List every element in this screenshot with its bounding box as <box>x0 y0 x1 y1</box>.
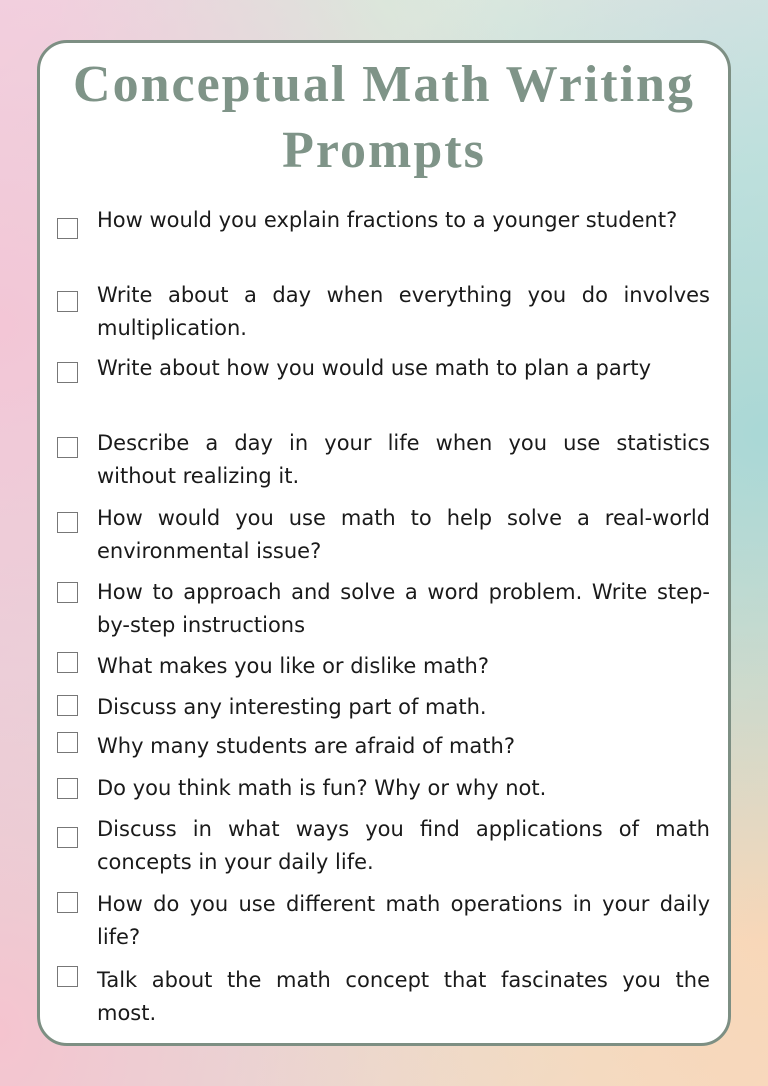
prompt-text: How do you use different math operations in your daily life? <box>97 892 710 949</box>
checkbox[interactable] <box>57 695 78 716</box>
checkbox[interactable] <box>57 732 78 753</box>
checkbox[interactable] <box>57 218 78 239</box>
prompt-text: Discuss any interesting part of math. <box>97 695 487 719</box>
checkbox[interactable] <box>57 966 78 987</box>
prompt-text: What makes you like or dislike math? <box>97 654 490 678</box>
prompt-text: Why many students are afraid of math? <box>97 734 515 758</box>
checkbox[interactable] <box>57 512 78 533</box>
checkbox[interactable] <box>57 827 78 848</box>
prompt-text: How to approach and solve a word problem. Write step-by-step instructions <box>97 580 710 637</box>
checkbox[interactable] <box>57 437 78 458</box>
prompt-text: Write about a day when everything you do involves multiplication. <box>97 283 710 340</box>
prompt-text: Describe a day in your life when you use statistics without realizing it. <box>97 431 710 488</box>
checkbox[interactable] <box>57 291 78 312</box>
page-title: Conceptual Math Writing Prompts <box>73 56 695 179</box>
prompt-text: Write about how you would use math to plan a party <box>97 356 652 380</box>
checkbox[interactable] <box>57 892 78 913</box>
prompt-text: How would you use math to help solve a real-world environmental issue? <box>97 506 710 563</box>
checkbox[interactable] <box>57 778 78 799</box>
checkbox[interactable] <box>57 652 78 673</box>
checkbox[interactable] <box>57 582 78 603</box>
prompt-text: Discuss in what ways you find applications of math concepts in your daily life. <box>97 817 710 874</box>
prompt-text: Do you think math is fun? Why or why not. <box>97 776 547 800</box>
prompt-text: How would you explain fractions to a younger student? <box>97 208 678 232</box>
prompt-text: Talk about the math concept that fascinates you the most. <box>97 968 710 1025</box>
checkbox[interactable] <box>57 362 78 383</box>
